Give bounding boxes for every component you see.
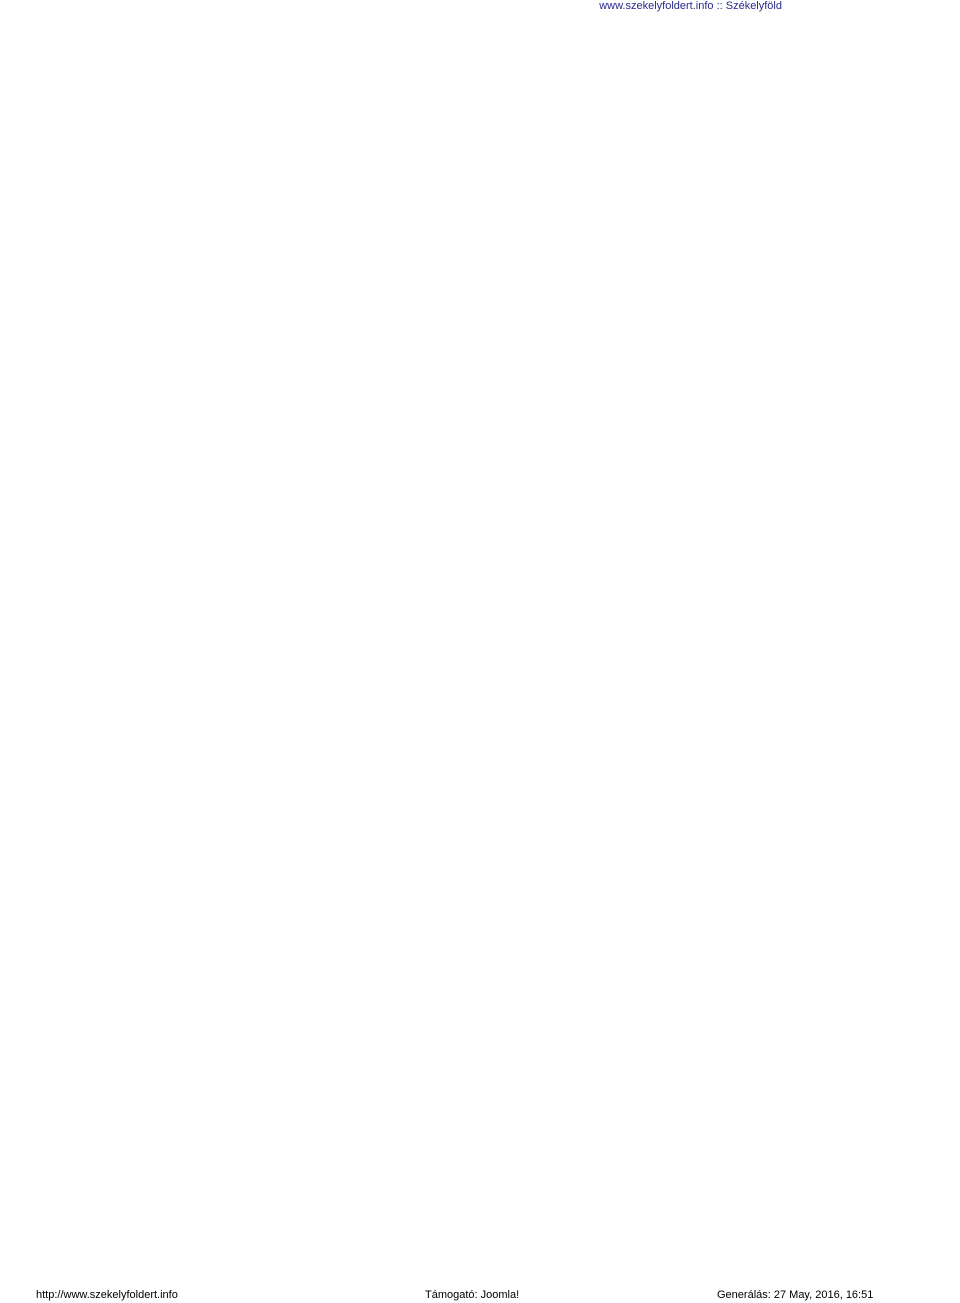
footer-url-link[interactable]: http://www.szekelyfoldert.info [36,1289,178,1301]
page-footer [0,1288,960,1303]
footer-support-text: Támogató: Joomla! [425,1289,520,1301]
site-header-link[interactable]: www.szekelyfoldert.info :: Székelyföld [599,0,782,12]
footer-generated-text: Generálás: 27 May, 2016, 16:51 [717,1289,874,1301]
